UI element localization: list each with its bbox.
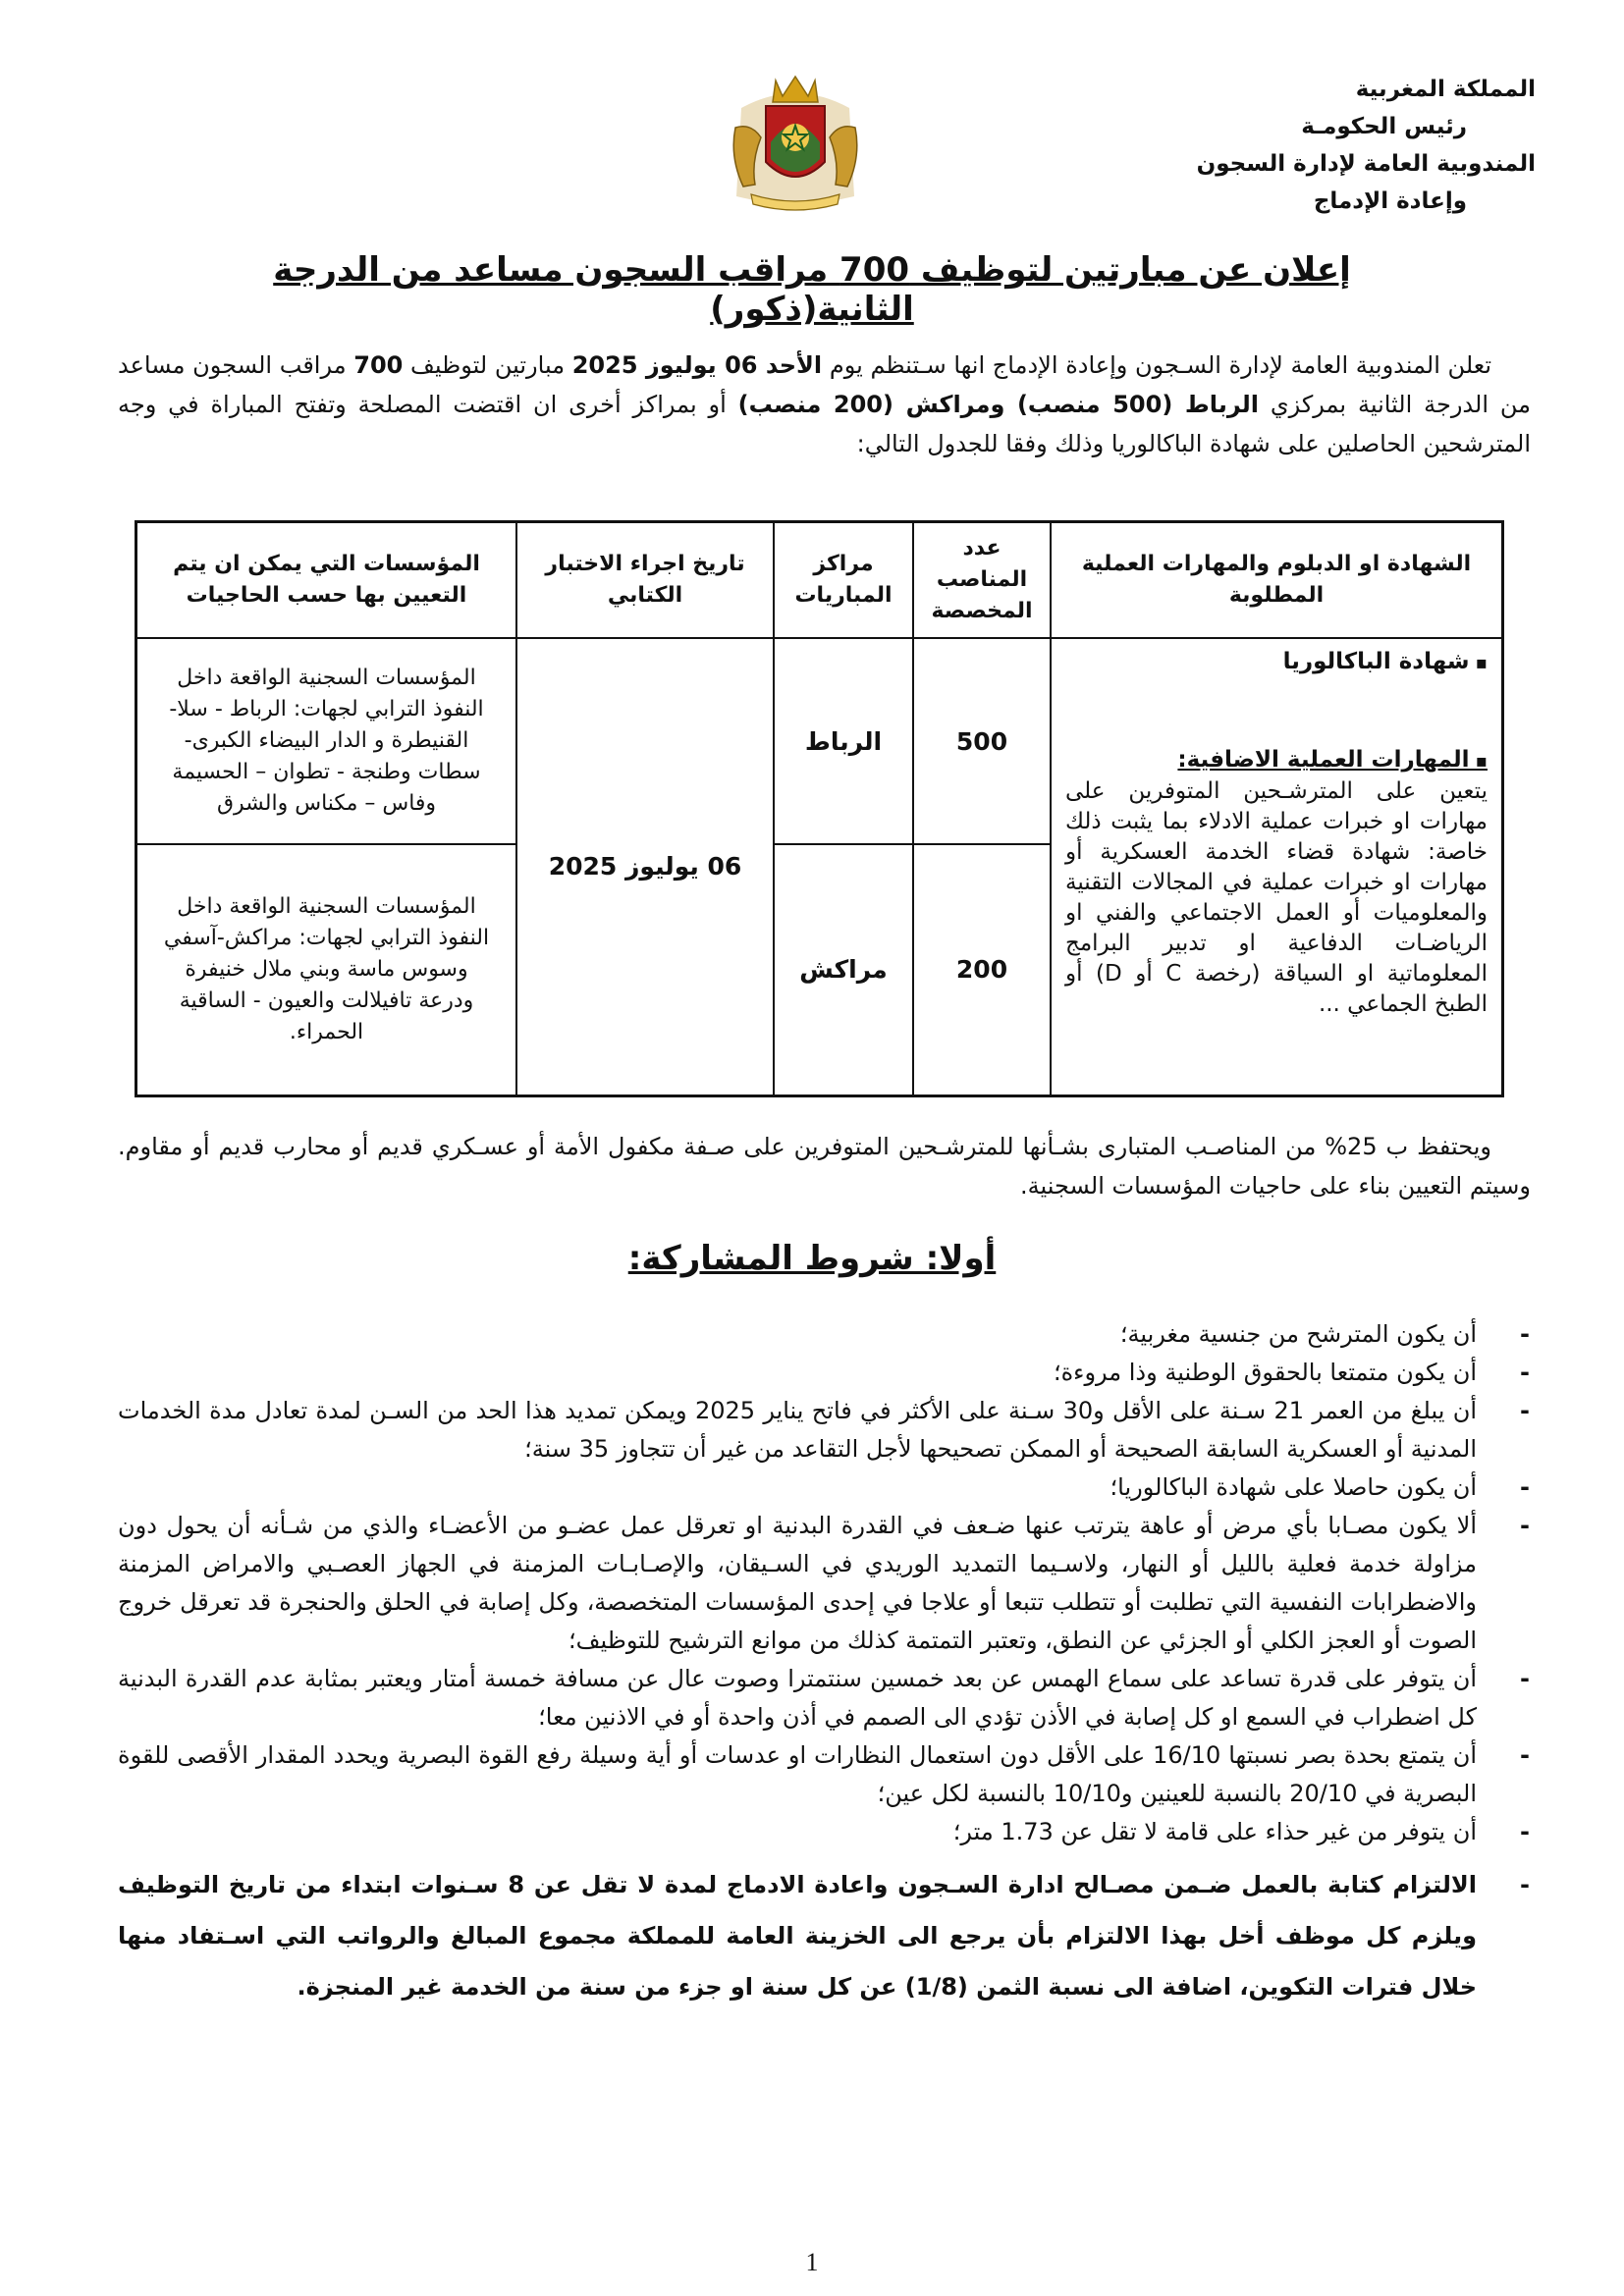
list-item: - أن يكون حاصلا على شهادة الباكالوريا؛	[118, 1468, 1536, 1507]
header-line-government: رئيس الحكومـة	[1301, 114, 1467, 139]
center-rabat: الرباط	[774, 638, 913, 844]
header-line-reintegration: وإعادة الإدماج	[1313, 188, 1467, 214]
list-item: - أن يتوفر على قدرة تساعد على سماع الهمس عن بعد خمسين سنتمترا وصوت عال عن مسافة خمسة أمتار ويعتبر بمثابة عدم القدرة البدنية كل اضطراب في السمع او كل إصابة في الأذن تؤدي الى الصمم في أذن واحدة أو في الاذنين معا؛	[118, 1660, 1536, 1736]
table-header-row	[136, 522, 1503, 639]
list-item: - أن يكون المترشح من جنسية مغربية؛	[118, 1315, 1536, 1354]
posts-marrakech: 200	[913, 844, 1051, 1095]
header-institutions: المؤسسات التي يمكن ان يتم التعيين بها حسب الحاجيات	[136, 522, 517, 639]
extra-skills-text: يتعين على المترشـحين المتوفرين على مهارات او خبرات عملية الادلاء بما يثبت ذلك خاصة: شهادة قضاء الخدمة العسكرية أو مهارات او خبرات عملية في المجالات التقنية والمعلوميات أو العمل الاجتماعي والفني او الرياضـات الدفاعية او تدبير البرامج المعلوماتية او السياقة (رخصة C أو D) أو الطبخ الجماعي ...	[1065, 778, 1489, 1017]
header-centers: مراكز المباريات	[774, 522, 913, 639]
extra-skills-heading: ▪ المهارات العملية الاضافية:	[1065, 745, 1488, 776]
list-item: - أن يتوفر من غير حذاء على قامة لا تقل عن 1.73 متر؛	[118, 1813, 1536, 1851]
reserved-quota-paragraph: ويحتفظ ب 25% من المناصـب المتبارى بشـأنها للمترشـحين المتوفرين على صـفة مكفول الأمة أو عسـكري قديم أو محارب قديم أو مقاوم. وسيتم التعيين بناء على حاجيات المؤسسات السجنية.	[118, 1133, 1531, 1200]
requirements-list	[118, 1315, 1536, 2012]
center-marrakech: مراكش	[774, 844, 913, 1095]
positions-table	[135, 520, 1504, 1097]
header-posts: عدد المناصب المخصصة	[913, 522, 1051, 639]
bachelor-requirement: ▪ شهادة الباكالوريا	[1065, 647, 1488, 678]
header-line-kingdom: المملكة المغربية	[1355, 77, 1536, 102]
announcement-title: إعلان عن مبارتين لتوظيف 700 مراقب السجون مساعد من الدرجة الثانية(ذكور)	[273, 250, 1351, 329]
institutions-marrakech: المؤسسات السجنية الواقعة داخل النفوذ الترابي لجهات: مراكش-آسفي وسوس ماسة وبني ملال خنيفرة ودرعة تافيلالت والعيون - الساقية الحمراء.	[136, 844, 517, 1095]
list-item: - أن يكون متمتعا بالحقوق الوطنية وذا مروءة؛	[118, 1354, 1536, 1392]
intro-paragraph: تعلن المندوبية العامة لإدارة السـجون وإعادة الإدماج انها سـتنظم يوم الأحد 06 يوليوز 2025 مبارتين لتوظيف 700 مراقب السجون مساعد من الدرجة الثانية بمركزي الرباط (500 منصب) ومراكش (200 منصب) أو بمراكز أخرى ان اقتضت المصلحة وتفتح المباراة في وجه المترشحين الحاصلين على شهادة الباكالوريا وذلك وفقا للجدول التالي:	[118, 351, 1531, 457]
exam-date: 06 يوليوز 2025	[516, 638, 774, 1095]
page-number: 1	[805, 2248, 819, 2276]
institutions-rabat: المؤسسات السجنية الواقعة داخل النفوذ الترابي لجهات: الرباط - سلا- القنيطرة و الدار البيضاء الكبرى- سطات وطنجة - تطوان – الحسيمة وفاس – مكناس والشرق	[136, 638, 517, 844]
header-conditions: الشهادة او الدبلوم والمهارات العملية المطلوبة	[1051, 522, 1503, 639]
header-line-delegation: المندوبية العامة لإدارة السجون	[1196, 151, 1536, 177]
commitment-item: - الالتزام كتابة بالعمل ضـمن مصـالح ادارة السـجون واعادة الادماج لمدة لا تقل عن 8 سـنوات ابتداء من تاريخ التوظيف ويلزم كل موظف أخل بهذا الالتزام بأن يرجع الى الخزينة العامة للمملكة مجموع المبالغ والرواتب التي اسـتفاد منها خلال فترات التكوين، اضافة الى نسبة الثمن (1/8) عن كل سنة او جزء من سنة من الخدمة غير المنجزة.	[118, 1859, 1536, 2012]
posts-rabat: 500	[913, 638, 1051, 844]
header-date: تاريخ اجراء الاختبار الكتابي	[516, 522, 774, 639]
table-row	[136, 638, 1503, 844]
issuer-header	[1182, 71, 1536, 220]
list-item: - أن يبلغ من العمر 21 سـنة على الأقل و30 سـنة على الأكثر في فاتح يناير 2025 ويمكن تمديد هذا الحد من السـن لمدة تعادل مدة الخدمات المدنية أو العسكرية السابقة الصحيحة أو الممكن تصحيحها لأجل التقاعد من غير أن تتجاوز 35 سنة؛	[118, 1392, 1536, 1468]
coat-of-arms-icon	[722, 69, 869, 216]
conditions-cell	[1051, 638, 1503, 1095]
section-title-conditions: أولا: شروط المشاركة:	[627, 1239, 997, 1278]
list-item: - أن يتمتع بحدة بصر نسبتها 16/10 على الأقل دون استعمال النظارات او عدسات أو أية وسيلة رفع القوة البصرية ويحدد المقدار الأقصى للقوة البصرية في 20/10 بالنسبة للعينين و10/10 بالنسبة لكل عين؛	[118, 1736, 1536, 1813]
list-item: - ألا يكون مصـابا بأي مرض أو عاهة يترتب عنها ضـعف في القدرة البدنية او تعرقل عمل عضـو من الأعضـاء والذي من شـأنه أن يحول دون مزاولة خدمة فعلية بالليل أو النهار، ولاسـيما التمديد الوريدي في السـيقان، والإصـابـات المزمنة في الجهاز العصـبي والامراض المزمنة والاضطرابات النفسية التي تطلبت أو تتطلب تتبعا أو علاجا في إحدى المؤسسات المتخصصة، وكل إصابة في الحلق والحنجرة قد تعرقل خروج الصوت أو العجز الكلي أو الجزئي عن النطق، وتعتبر التمتمة كذلك من موانع الترشيح للتوظيف؛	[118, 1507, 1536, 1660]
